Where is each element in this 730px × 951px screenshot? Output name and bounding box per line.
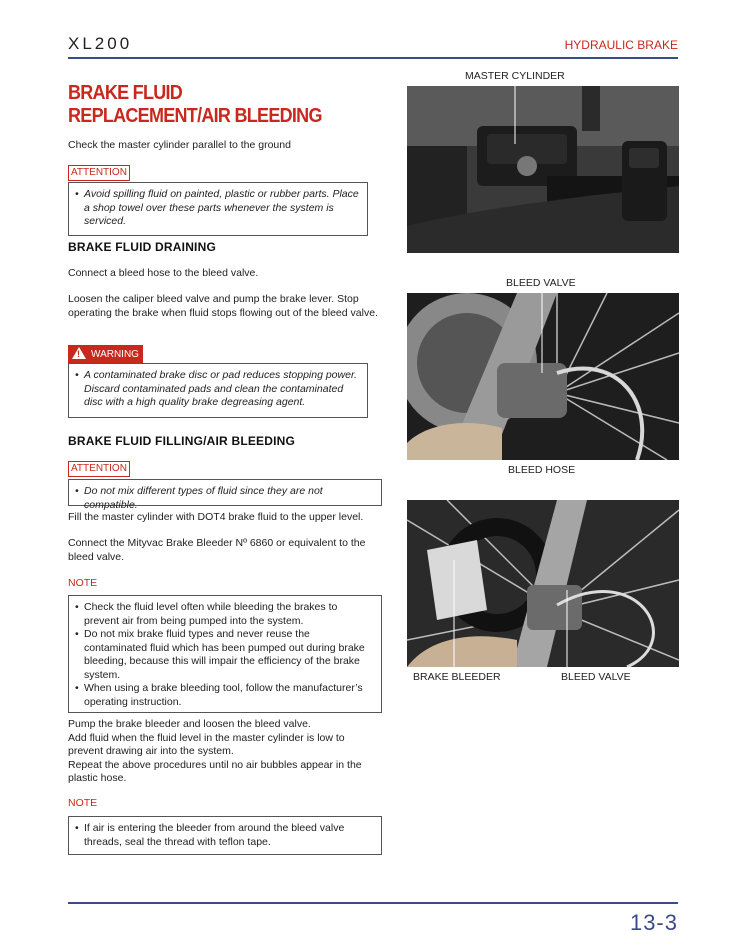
bleed-valve-illustration [407, 293, 679, 460]
attention-item-2: • Do not mix different types of fluid since they are not compatible. [75, 485, 375, 512]
bleed-valve-photo [407, 293, 679, 460]
figure-label-master-cylinder: MASTER CYLINDER [465, 70, 565, 82]
page-title: BRAKE FLUID REPLACEMENT/AIR BLEEDING [68, 82, 322, 127]
master-cylinder-photo [407, 86, 679, 253]
warning-box [68, 363, 368, 418]
draining-text-1: Connect a bleed hose to the bleed valve. [68, 267, 259, 279]
intro-text: Check the master cylinder parallel to the ground [68, 139, 291, 151]
filling-text-1: Fill the master cylinder with DOT4 brake fluid to the upper level. [68, 511, 364, 523]
brake-bleeder-illustration [407, 500, 679, 667]
figure-label-brake-bleeder: BRAKE BLEEDER [413, 671, 501, 683]
note-box-2 [68, 816, 382, 855]
note-label-2: NOTE [68, 797, 98, 809]
brake-bleeder-photo [407, 500, 679, 667]
footer-rule [68, 902, 678, 904]
attention-box-2 [68, 479, 382, 511]
filling-heading: BRAKE FLUID FILLING/AIR BLEEDING [68, 434, 296, 448]
manual-model: XL200 [68, 34, 133, 53]
master-cylinder-illustration [407, 86, 679, 253]
section-title: HYDRAULIC BRAKE [564, 38, 678, 52]
procedure-text: Pump the brake bleeder and loosen the bleed valve. Add fluid when the fluid level in the master cylinder is low to prevent drawing air into the system. Repeat the above procedures until no air bubbles appear in the plastic hose. [68, 718, 362, 784]
note-item: • If air is entering the bleeder from around the bleed valve threads, seal the thread with teflon tape. [75, 822, 375, 849]
filling-text-2: Connect the Mityvac Brake Bleeder Nº 6860 or equivalent to the bleed valve. [68, 537, 366, 563]
header-rule [68, 57, 678, 59]
attention-box [68, 182, 368, 236]
note-label-1: NOTE [68, 577, 98, 589]
figure-label-bleed-hose: BLEED HOSE [508, 464, 576, 476]
attention-label-2: ATTENTION [68, 461, 130, 477]
warning-item: • A contaminated brake disc or pad reduces stopping power. Discard contaminated pads and clean the contaminated disc with a high quality brake degreasing agent. [75, 369, 361, 410]
note-item: • Check the fluid level often while bleeding the brakes to prevent air from being pumped into the system. [75, 601, 375, 628]
draining-text-2: Loosen the caliper bleed valve and pump the brake lever. Stop operating the brake when fluid stops flowing out of the bleed valve. [68, 293, 378, 319]
draining-heading: BRAKE FLUID DRAINING [68, 240, 216, 254]
note-item: • Do not mix brake fluid types and never reuse the contaminated fluid which has been pumped out during brake bleeding, because this will impair the efficiency of the brake system. [75, 628, 375, 682]
attention-label: ATTENTION [68, 165, 130, 181]
warning-label [68, 345, 143, 363]
warning-icon [72, 347, 86, 359]
attention-item: • Avoid spilling fluid on painted, plastic or rubber parts. Place a shop towel over these parts whenever the system is serviced. [75, 188, 361, 229]
page-number: 13-3 [629, 910, 678, 935]
warning-label-text: WARNING [91, 349, 139, 360]
note-item: • When using a brake bleeding tool, follow the manufacturer’s operating instruction. [75, 682, 375, 709]
figure-label-bleed-valve-2: BLEED VALVE [561, 671, 631, 683]
note-box-1 [68, 595, 382, 713]
figure-label-bleed-valve: BLEED VALVE [506, 277, 576, 289]
